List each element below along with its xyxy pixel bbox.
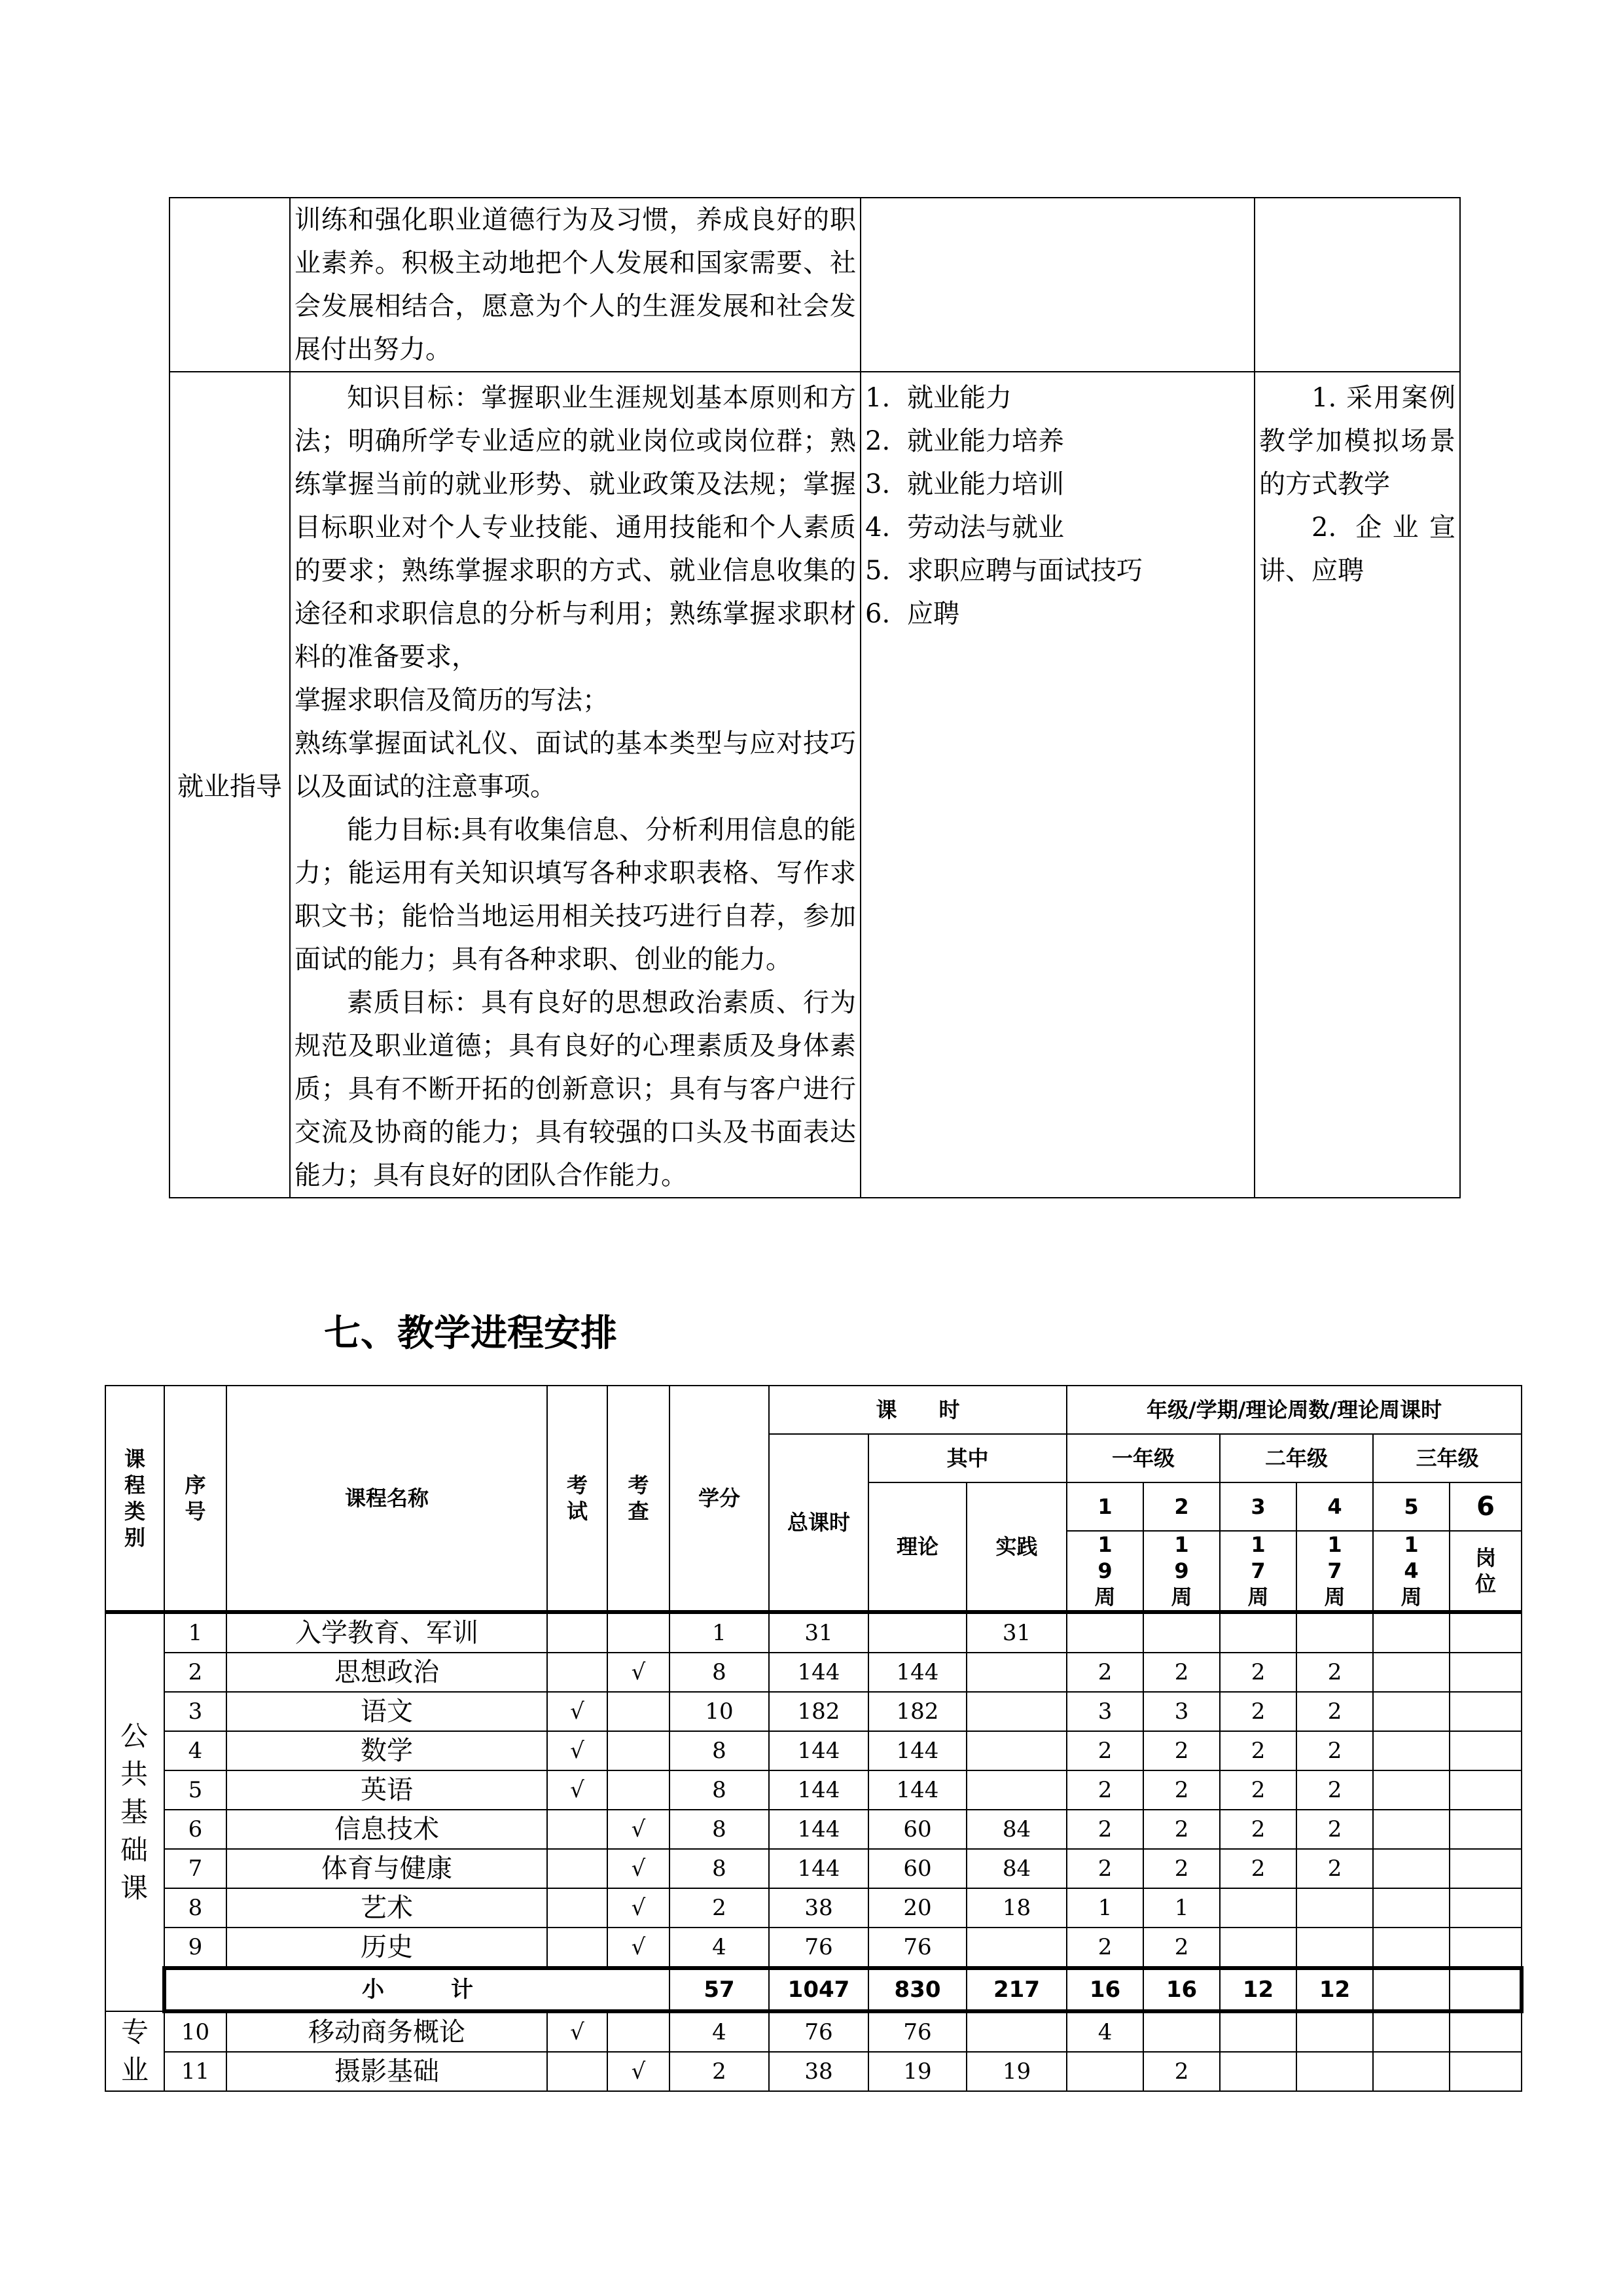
seq-cell: 6 [164, 1810, 226, 1849]
term1-cell: 2 [1067, 1653, 1143, 1692]
list-item-number: 5. [865, 556, 891, 586]
term3-cell: 2 [1220, 1692, 1296, 1731]
subtotal-t2-cell: 16 [1143, 1968, 1220, 2011]
practice-cell: 19 [967, 2052, 1067, 2091]
term6-cell [1450, 1810, 1522, 1849]
term1-cell: 1 [1067, 1888, 1143, 1928]
total-hours-cell: 38 [769, 2052, 868, 2091]
exam-cell [547, 1928, 607, 1968]
term2-cell: 3 [1143, 1692, 1220, 1731]
header-weeks: 1 7 周 [1220, 1531, 1296, 1612]
section-title: 七、教学进程安排 [324, 1312, 617, 1355]
term4-cell [1296, 2011, 1373, 2052]
header-row [105, 1386, 1522, 1434]
schedule-table-body [105, 1612, 1522, 2091]
practice-cell: 18 [967, 1888, 1067, 1928]
header-course-name: 课程名称 [226, 1386, 547, 1612]
header-term: 1 [1067, 1482, 1143, 1531]
header-weeks: 1 9 周 [1067, 1531, 1143, 1612]
table-row [105, 1849, 1522, 1888]
header-term: 6 [1450, 1482, 1522, 1531]
course-group-label: 专 业 [105, 2011, 164, 2091]
header-term: 5 [1373, 1482, 1450, 1531]
theory-cell: 144 [868, 1731, 967, 1770]
theory-cell: 60 [868, 1810, 967, 1849]
term2-cell [1143, 1612, 1220, 1653]
subtotal-t3-cell: 12 [1220, 1968, 1296, 2011]
term6-cell [1450, 1928, 1522, 1968]
content-cell [861, 372, 1255, 1198]
term5-cell [1373, 2052, 1450, 2091]
term6-cell [1450, 1653, 1522, 1692]
seq-cell: 10 [164, 2011, 226, 2052]
term4-cell [1296, 2052, 1373, 2091]
credit-cell: 2 [669, 2052, 769, 2091]
term6-cell [1450, 1770, 1522, 1810]
practice-cell [967, 1770, 1067, 1810]
practice-cell: 31 [967, 1612, 1067, 1653]
knowledge-objective-cont: 熟练掌握面试礼仪、面试的基本类型与应对技巧以及面试的注意事项。 [294, 728, 856, 802]
term1-cell: 2 [1067, 1731, 1143, 1770]
practice-cell [967, 1692, 1067, 1731]
seq-cell: 4 [164, 1731, 226, 1770]
list-item [865, 549, 1250, 592]
term6-cell [1450, 1888, 1522, 1928]
exam-cell [547, 1810, 607, 1849]
term5-cell [1373, 1692, 1450, 1731]
subtotal-row [105, 1968, 1522, 2011]
term4-cell: 2 [1296, 1770, 1373, 1810]
practice-cell [967, 2011, 1067, 2052]
term4-cell: 2 [1296, 1810, 1373, 1849]
term6-cell [1450, 1849, 1522, 1888]
term3-cell: 2 [1220, 1653, 1296, 1692]
subtotal-total-cell: 1047 [769, 1968, 868, 2011]
term4-cell [1296, 1888, 1373, 1928]
course-name-cell: 入学教育、军训 [226, 1612, 547, 1653]
term1-cell: 3 [1067, 1692, 1143, 1731]
quality-objective: 素质目标：具有良好的思想政治素质、行为规范及职业道德；具有良好的心理素质及身体素质；具有不断开拓的创新意识；具有与客户进行交流及协商的能力；具有较强的口头及书面表达能力；具有良好的团队合作能力。 [294, 988, 856, 1191]
table-row [105, 1810, 1522, 1849]
check-cell: √ [607, 1810, 669, 1849]
header-grade1: 一年级 [1067, 1434, 1220, 1482]
course-name-cell: 数学 [226, 1731, 547, 1770]
seq-cell: 9 [164, 1928, 226, 1968]
subtotal-credit-cell: 57 [669, 1968, 769, 2011]
header-among: 其中 [868, 1434, 1067, 1482]
term3-cell [1220, 2052, 1296, 2091]
total-hours-cell: 144 [769, 1849, 868, 1888]
seq-cell: 2 [164, 1653, 226, 1692]
check-cell: √ [607, 1888, 669, 1928]
table-row [169, 372, 1460, 1198]
course-name-cell: 移动商务概论 [226, 2011, 547, 2052]
subtotal-t1-cell: 16 [1067, 1968, 1143, 2011]
practice-cell: 84 [967, 1810, 1067, 1849]
objective-cell [290, 372, 861, 1198]
term1-cell [1067, 2052, 1143, 2091]
exam-cell [547, 1849, 607, 1888]
table-row [105, 1888, 1522, 1928]
credit-cell: 8 [669, 1849, 769, 1888]
term5-cell [1373, 1770, 1450, 1810]
header-term: 3 [1220, 1482, 1296, 1531]
header-term: 2 [1143, 1482, 1220, 1531]
exam-cell: √ [547, 2011, 607, 2052]
table-row [105, 1928, 1522, 1968]
term3-cell [1220, 1612, 1296, 1653]
course-name-cell: 历史 [226, 1928, 547, 1968]
credit-cell: 2 [669, 1888, 769, 1928]
credit-cell: 10 [669, 1692, 769, 1731]
seq-cell: 7 [164, 1849, 226, 1888]
list-item-number: 3. [865, 469, 891, 499]
table-row [105, 2052, 1522, 2091]
check-cell [607, 1770, 669, 1810]
header-weeks: 1 4 周 [1373, 1531, 1450, 1612]
method-cell [1255, 372, 1460, 1198]
course-name-cell: 信息技术 [226, 1810, 547, 1849]
theory-cell: 76 [868, 1928, 967, 1968]
term3-cell: 2 [1220, 1849, 1296, 1888]
term4-cell [1296, 1928, 1373, 1968]
course-name-cell: 艺术 [226, 1888, 547, 1928]
exam-cell [547, 1653, 607, 1692]
check-cell: √ [607, 1849, 669, 1888]
header-grade-term: 年级/学期/理论周数/理论周课时 [1067, 1386, 1522, 1434]
credit-cell: 4 [669, 1928, 769, 1968]
term2-cell: 2 [1143, 1810, 1220, 1849]
check-cell [607, 2011, 669, 2052]
term2-cell: 2 [1143, 1653, 1220, 1692]
term3-cell: 2 [1220, 1770, 1296, 1810]
term5-cell [1373, 1849, 1450, 1888]
list-item [865, 376, 1250, 420]
table-row [105, 1612, 1522, 1653]
objective-cell [290, 198, 861, 372]
course-name-cell: 英语 [226, 1770, 547, 1810]
term2-cell [1143, 2011, 1220, 2052]
list-item-text: 就业能力培训 [907, 469, 1064, 499]
header-seq: 序 号 [164, 1386, 226, 1612]
header-check: 考 查 [607, 1386, 669, 1612]
course-objectives-table [169, 197, 1461, 1198]
method-item: 2. 企业宣讲、应聘 [1259, 512, 1455, 586]
knowledge-objective-cont: 掌握求职信及简历的写法； [294, 685, 609, 715]
list-item-text: 就业能力 [907, 383, 1012, 413]
table-row [169, 198, 1460, 372]
content-cell [861, 198, 1255, 372]
table-row [105, 1692, 1522, 1731]
check-cell [607, 1612, 669, 1653]
list-item-text: 就业能力培养 [907, 426, 1064, 456]
term3-cell [1220, 1928, 1296, 1968]
header-total-hours: 总课时 [769, 1434, 868, 1612]
course-name-cell: 摄影基础 [226, 2052, 547, 2091]
theory-cell [868, 1612, 967, 1653]
total-hours-cell: 38 [769, 1888, 868, 1928]
total-hours-cell: 76 [769, 2011, 868, 2052]
header-weeks: 1 9 周 [1143, 1531, 1220, 1612]
subtotal-practice-cell: 217 [967, 1968, 1067, 2011]
term1-cell: 2 [1067, 1770, 1143, 1810]
practice-cell [967, 1731, 1067, 1770]
list-item-text: 劳动法与就业 [907, 512, 1064, 543]
subtotal-t5-cell [1373, 1968, 1450, 2011]
table-row [105, 1653, 1522, 1692]
theory-cell: 144 [868, 1770, 967, 1810]
theory-cell: 182 [868, 1692, 967, 1731]
term6-cell [1450, 1612, 1522, 1653]
credit-cell: 1 [669, 1612, 769, 1653]
term3-cell: 2 [1220, 1810, 1296, 1849]
method-item: 1. 采用案例教学加模拟场景的方式教学 [1259, 383, 1455, 499]
seq-cell: 11 [164, 2052, 226, 2091]
term6-cell [1450, 1692, 1522, 1731]
check-cell: √ [607, 2052, 669, 2091]
header-hours: 课 时 [769, 1386, 1067, 1434]
seq-cell: 5 [164, 1770, 226, 1810]
list-item-text: 应聘 [907, 599, 959, 629]
exam-cell [547, 2052, 607, 2091]
term2-cell: 1 [1143, 1888, 1220, 1928]
list-item [865, 463, 1250, 506]
term5-cell [1373, 2011, 1450, 2052]
term5-cell [1373, 1810, 1450, 1849]
credit-cell: 8 [669, 1770, 769, 1810]
header-term: 4 [1296, 1482, 1373, 1531]
header-grade2: 二年级 [1220, 1434, 1373, 1482]
term4-cell: 2 [1296, 1692, 1373, 1731]
list-item-number: 4. [865, 512, 891, 543]
term2-cell: 2 [1143, 1731, 1220, 1770]
theory-cell: 60 [868, 1849, 967, 1888]
term2-cell: 2 [1143, 1849, 1220, 1888]
header-course-category: 课 程 类 别 [105, 1386, 164, 1612]
course-name-cell: 语文 [226, 1692, 547, 1731]
practice-cell: 84 [967, 1849, 1067, 1888]
theory-cell: 19 [868, 2052, 967, 2091]
term5-cell [1373, 1612, 1450, 1653]
credit-cell: 8 [669, 1731, 769, 1770]
term4-cell: 2 [1296, 1653, 1373, 1692]
term6-cell [1450, 2052, 1522, 2091]
check-cell: √ [607, 1928, 669, 1968]
term4-cell: 2 [1296, 1849, 1373, 1888]
subtotal-theory-cell: 830 [868, 1968, 967, 2011]
list-item [865, 592, 1250, 636]
exam-cell: √ [547, 1770, 607, 1810]
total-hours-cell: 31 [769, 1612, 868, 1653]
term3-cell [1220, 1888, 1296, 1928]
term2-cell: 2 [1143, 1928, 1220, 1968]
subtotal-t4-cell: 12 [1296, 1968, 1373, 2011]
term1-cell: 2 [1067, 1928, 1143, 1968]
total-hours-cell: 144 [769, 1731, 868, 1770]
total-hours-cell: 182 [769, 1692, 868, 1731]
total-hours-cell: 144 [769, 1653, 868, 1692]
theory-cell: 76 [868, 2011, 967, 2052]
exam-cell: √ [547, 1692, 607, 1731]
theory-cell: 144 [868, 1653, 967, 1692]
ability-objective: 能力目标:具有收集信息、分析利用信息的能力；能运用有关知识填写各种求职表格、写作求职文书；能恰当地运用相关技巧进行自荐，参加面试的能力；具有各种求职、创业的能力。 [294, 815, 856, 975]
subtotal-label: 小 计 [164, 1968, 669, 2011]
seq-cell: 1 [164, 1612, 226, 1653]
term5-cell [1373, 1888, 1450, 1928]
term1-cell: 4 [1067, 2011, 1143, 2052]
seq-cell: 8 [164, 1888, 226, 1928]
term5-cell [1373, 1653, 1450, 1692]
term6-cell [1450, 2011, 1522, 2052]
knowledge-objective: 知识目标：掌握职业生涯规划基本原则和方法；明确所学专业适应的就业岗位或岗位群；熟练掌握当前的就业形势、就业政策及法规；掌握目标职业对个人专业技能、通用技能和个人素质的要求；熟练掌握求职的方式、就业信息收集的途径和求职信息的分析与利用；熟练掌握求职材料的准备要求， [294, 383, 856, 672]
total-hours-cell: 144 [769, 1770, 868, 1810]
list-item [865, 420, 1250, 463]
term5-cell [1373, 1731, 1450, 1770]
check-cell [607, 1692, 669, 1731]
total-hours-cell: 144 [769, 1810, 868, 1849]
header-grade3: 三年级 [1373, 1434, 1522, 1482]
table-row [105, 1731, 1522, 1770]
list-item-number: 1. [865, 383, 891, 413]
check-cell [607, 1731, 669, 1770]
list-item-text: 求职应聘与面试技巧 [907, 556, 1143, 586]
term4-cell [1296, 1612, 1373, 1653]
objective-text: 训练和强化职业道德行为及习惯，养成良好的职业素养。积极主动地把个人发展和国家需要、社会发展相结合，愿意为个人的生涯发展和社会发展付出努力。 [294, 205, 856, 365]
course-category-cell: 就业指导 [169, 372, 290, 1198]
course-category-cell [169, 198, 290, 372]
header-weeks: 1 7 周 [1296, 1531, 1373, 1612]
theory-cell: 20 [868, 1888, 967, 1928]
teaching-schedule-table [105, 1385, 1524, 2092]
exam-cell [547, 1888, 607, 1928]
course-name-cell: 体育与健康 [226, 1849, 547, 1888]
term2-cell: 2 [1143, 2052, 1220, 2091]
term1-cell: 2 [1067, 1810, 1143, 1849]
course-name-cell: 思想政治 [226, 1653, 547, 1692]
term3-cell [1220, 2011, 1296, 2052]
header-credit: 学分 [669, 1386, 769, 1612]
header-practice: 实践 [967, 1482, 1067, 1612]
list-item-number: 2. [865, 426, 891, 456]
exam-cell [547, 1612, 607, 1653]
term6-cell [1450, 1731, 1522, 1770]
practice-cell [967, 1653, 1067, 1692]
course-group-label: 公 共 基 础 课 [105, 1612, 164, 2011]
term3-cell: 2 [1220, 1731, 1296, 1770]
header-theory: 理论 [868, 1482, 967, 1612]
header-weeks: 岗 位 [1450, 1531, 1522, 1612]
term2-cell: 2 [1143, 1770, 1220, 1810]
practice-cell [967, 1928, 1067, 1968]
term4-cell: 2 [1296, 1731, 1373, 1770]
term5-cell [1373, 1928, 1450, 1968]
table-row [105, 2011, 1522, 2052]
list-item-number: 6. [865, 599, 891, 629]
method-cell [1255, 198, 1460, 372]
credit-cell: 4 [669, 2011, 769, 2052]
total-hours-cell: 76 [769, 1928, 868, 1968]
credit-cell: 8 [669, 1810, 769, 1849]
exam-cell: √ [547, 1731, 607, 1770]
table-row [105, 1770, 1522, 1810]
term1-cell: 2 [1067, 1849, 1143, 1888]
list-item [865, 506, 1250, 549]
seq-cell: 3 [164, 1692, 226, 1731]
subtotal-t6-cell [1450, 1968, 1522, 2011]
check-cell: √ [607, 1653, 669, 1692]
credit-cell: 8 [669, 1653, 769, 1692]
header-exam: 考 试 [547, 1386, 607, 1612]
term1-cell [1067, 1612, 1143, 1653]
